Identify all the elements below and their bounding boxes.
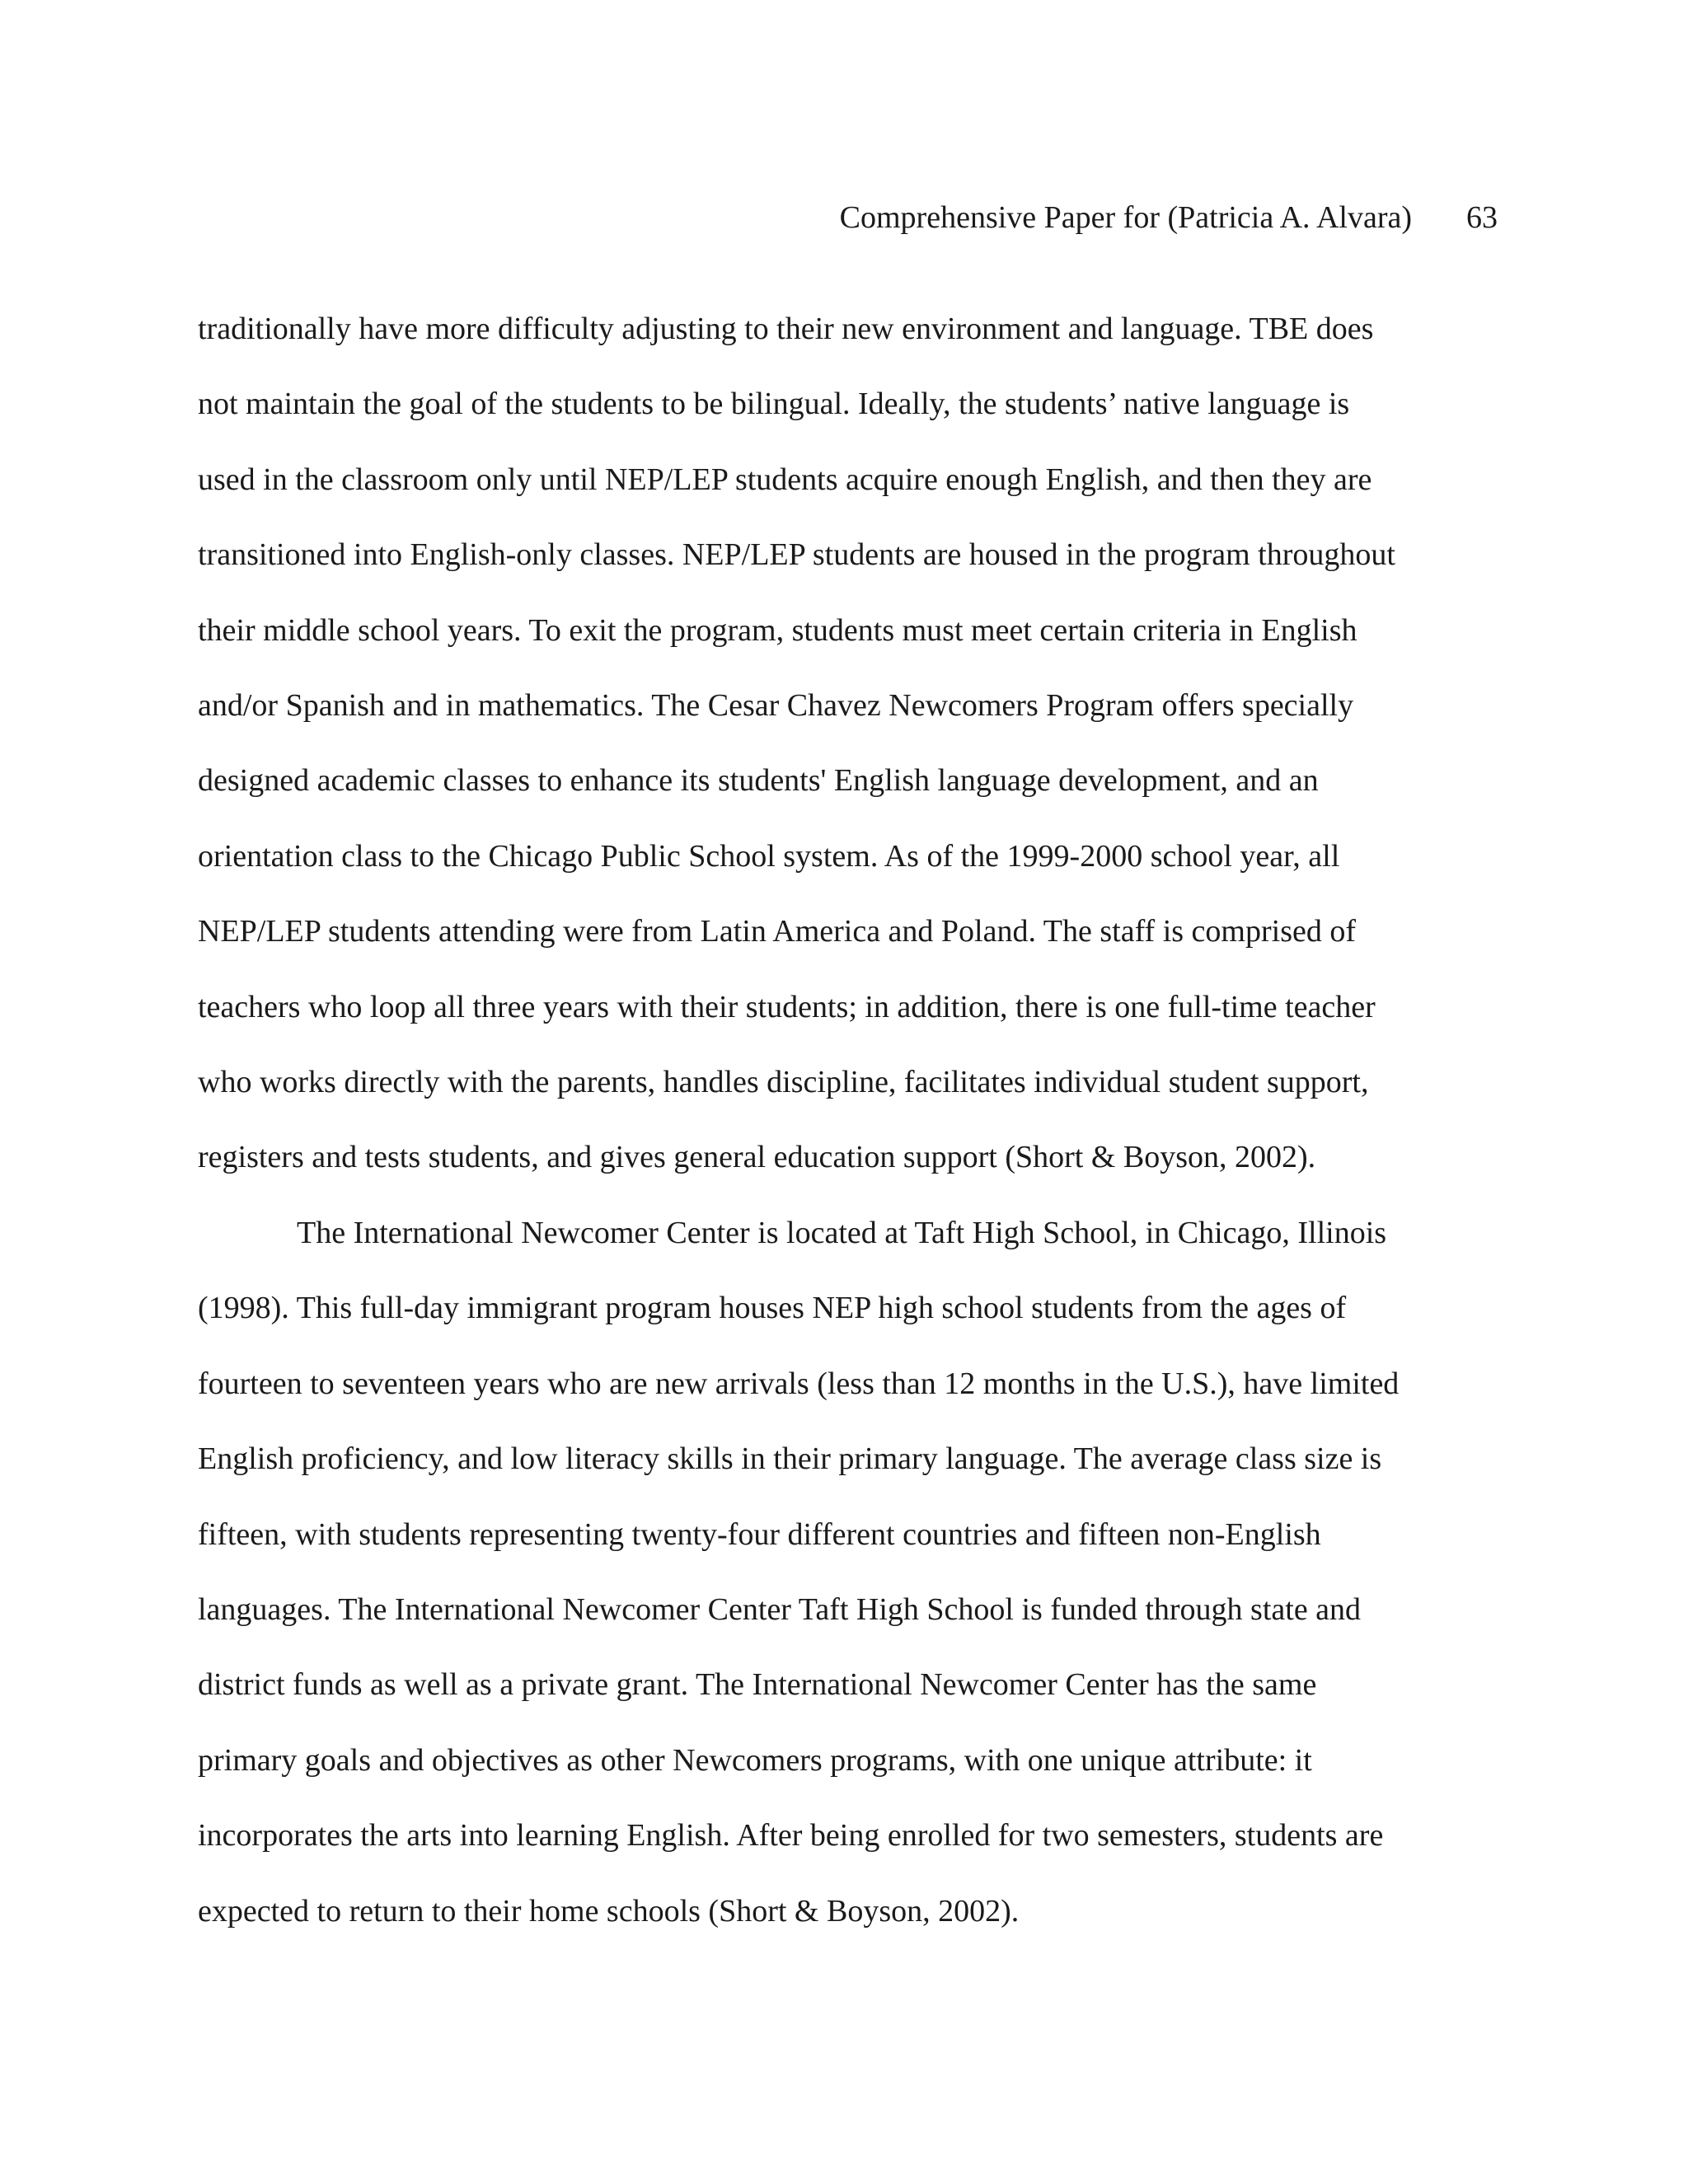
text-line: transitioned into English-only classes. NEP/LEP students are housed in the program throughout	[198, 537, 1395, 573]
text-line: traditionally have more difficulty adjusting to their new environment and language. TBE does	[198, 312, 1374, 346]
text-line: and/or Spanish and in mathematics. The Cesar Chavez Newcomers Program offers specially	[198, 688, 1354, 724]
text-line: registers and tests students, and gives general education support (Short & Boyson, 2002).	[198, 1140, 1316, 1175]
text-line: used in the classroom only until NEP/LEP students acquire enough English, and then they are	[198, 462, 1372, 497]
text-line: fourteen to seventeen years who are new arrivals (less than 12 months in the U.S.), have limited	[198, 1366, 1400, 1401]
text-line: languages. The International Newcomer Center Taft High School is funded through state and	[198, 1591, 1362, 1627]
text-line: incorporates the arts into learning English. After being enrolled for two semesters, students are	[198, 1818, 1384, 1854]
text-line: NEP/LEP students attending were from Latin America and Poland. The staff is comprised of	[198, 914, 1356, 949]
text-line: expected to return to their home schools (Short & Boyson, 2002).	[198, 1893, 1020, 1929]
running-head	[840, 195, 1498, 240]
paragraph-1	[198, 292, 1492, 1196]
text-line: orientation class to the Chicago Public School system. As of the 1999-2000 school year, all	[198, 838, 1340, 874]
running-title: Comprehensive Paper for (Patricia A. Alvara)	[839, 200, 1412, 235]
text-line: district funds as well as a private grant. The International Newcomer Center has the same	[198, 1667, 1317, 1703]
text-line: designed academic classes to enhance its students' English language development, and an	[198, 763, 1319, 799]
text-line: teachers who loop all three years with their students; in addition, there is one full-time teacher	[198, 989, 1376, 1024]
text-line: who works directly with the parents, handles discipline, facilitates individual student support,	[198, 1065, 1369, 1100]
page-number: 63	[1466, 200, 1498, 235]
text-line: English proficiency, and low literacy skills in their primary language. The average class size is	[198, 1441, 1382, 1477]
text-line: The International Newcomer Center is located at Taft High School, in Chicago, Illinois	[297, 1215, 1387, 1250]
text-line: (1998). This full-day immigrant program houses NEP high school students from the ages of	[198, 1291, 1347, 1326]
text-line: their middle school years. To exit the program, students must meet certain criteria in English	[198, 612, 1357, 648]
text-line: fifteen, with students representing twenty-four different countries and fifteen non-English	[198, 1516, 1321, 1552]
body-text	[198, 292, 1492, 1949]
paragraph-2	[198, 1196, 1492, 1949]
text-line: primary goals and objectives as other Newcomers programs, with one unique attribute: it	[198, 1742, 1312, 1778]
text-line: not maintain the goal of the students to be bilingual. Ideally, the students’ native language is	[198, 387, 1350, 422]
